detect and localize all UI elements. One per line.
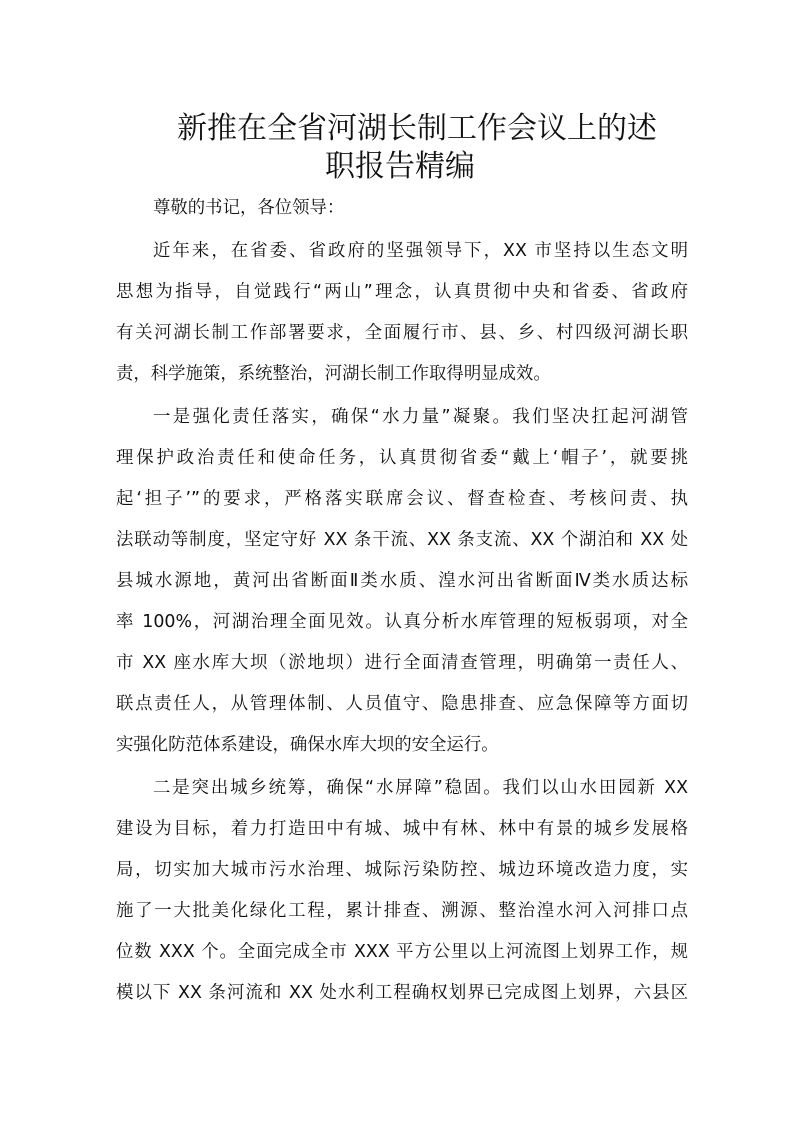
paragraph-1-line: 责，科学施策，系统整治，河湖长制工作取得明显成效。	[116, 364, 551, 384]
paragraph-3-line: 局，切实加大城市污水治理、城际污染防控、城边环境改造力度，实	[116, 860, 688, 880]
salutation: 尊敬的书记，各位领导：	[153, 198, 345, 218]
paragraph-3-line: 施了一大批美化绿化工程，累计排查、溯源、整治湟水河入河排口点	[116, 901, 688, 921]
paragraph-1-line: 近年来，在省委、省政府的坚强领导下，XX 市坚持以生态文明	[153, 241, 688, 261]
paragraph-2-line: 实强化防范体系建设，确保水库大坝的安全运行。	[116, 735, 499, 755]
paragraph-3-line: 二是突出城乡统筹，确保“水屏障”稳固。我们以山水田园新 XX	[153, 778, 688, 798]
paragraph-2-line: 起‘担子’”的要求，严格落实联席会议、督查检查、考核问责、执	[116, 489, 688, 509]
paragraph-3-line: 模以下 XX 条河流和 XX 处水利工程确权划界已完成图上划界，六县区	[116, 983, 688, 1003]
paragraph-2-line: 率 100%，河湖治理全面见效。认真分析水库管理的短板弱项，对全	[116, 612, 688, 632]
paragraph-3-line: 位数 XXX 个。全面完成全市 XXX 平方公里以上河流图上划界工作，规	[116, 942, 688, 962]
paragraph-3-line: 建设为目标，着力打造田中有城、城中有林、林中有景的城乡发展格	[116, 819, 688, 839]
paragraph-2-line: 一是强化责任落实，确保“水力量”凝聚。我们坚决扛起河湖管	[153, 407, 688, 427]
document-title-line-2: 职报告精编	[325, 149, 475, 184]
paragraph-2-line: 县城水源地，黄河出省断面Ⅱ类水质、湟水河出省断面Ⅳ类水质达标	[116, 571, 688, 591]
document-title-line-1: 新推在全省河湖长制工作会议上的述	[177, 111, 657, 146]
paragraph-1-line: 有关河湖长制工作部署要求，全面履行市、县、乡、村四级河湖长职	[116, 323, 688, 343]
paragraph-2-line: 理保护政治责任和使命任务，认真贯彻省委“戴上‘帽子’，就要挑	[116, 448, 688, 468]
paragraph-1-line: 思想为指导，自觉践行“两山”理念，认真贯彻中央和省委、省政府	[116, 282, 688, 302]
paragraph-2-line: 联点责任人，从管理体制、人员值守、隐患排查、应急保障等方面切	[116, 694, 688, 714]
paragraph-2-line: 市 XX 座水库大坝（淤地坝）进行全面清查管理，明确第一责任人、	[116, 653, 688, 673]
paragraph-2-line: 法联动等制度，坚定守好 XX 条干流、XX 条支流、XX 个湖泊和 XX 处	[116, 530, 688, 550]
